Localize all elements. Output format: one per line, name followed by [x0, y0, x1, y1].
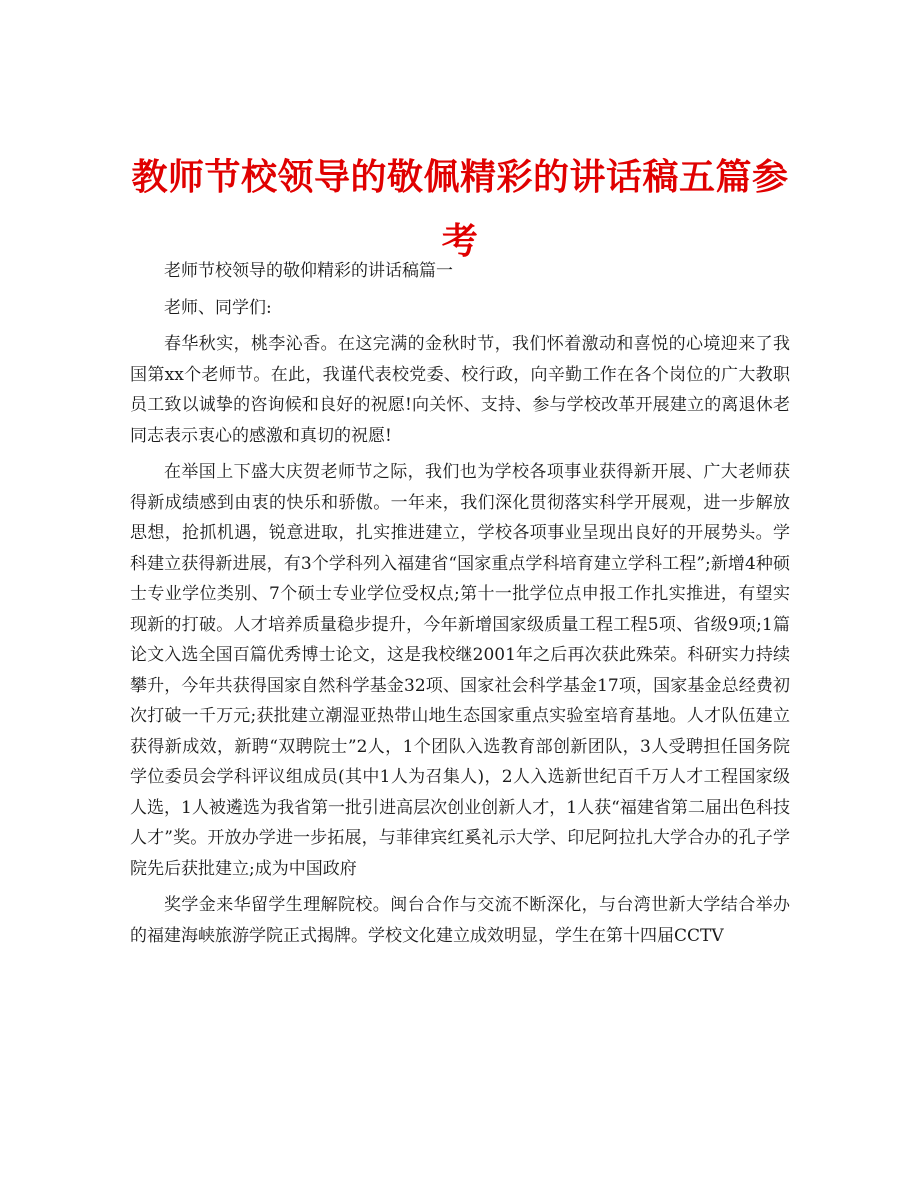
- salutation: 老师、同学们:: [164, 297, 272, 318]
- body-paragraph: 奖学金来华留学生理解院校。闽台合作与交流不断深化，与台湾世新大学结合举办的福建海峡旅游学院正式揭牌。学校文化建立成效明显，学生在第十四届CCTV: [130, 895, 790, 946]
- body-paragraph: 春华秋实，桃李沁香。在这完满的金秋时节，我们怀着激动和喜悦的心境迎来了我国第xx个老师节。在此，我谨代表校党委、校行政，向辛勤工作在各个岗位的广大教职员工致以诚挚的咨询候和良好的祝愿!向关怀、支持、参与学校改革开展建立的离退休老同志表示衷心的感激和真切的祝愿!: [130, 334, 790, 446]
- document-title: 教师节校领导的敬佩精彩的讲话稿五篇参考: [131, 157, 789, 263]
- section-heading: 老师节校领导的敬仰精彩的讲话稿篇一: [164, 261, 453, 281]
- document-body: [130, 256, 790, 957]
- body-paragraph: 在举国上下盛大庆贺老师节之际，我们也为学校各项事业获得新开展、广大老师获得新成绩感到由衷的快乐和骄傲。一年来，我们深化贯彻落实科学开展观，进一步解放思想，抢抓机遇，锐意进取，扎实推进建立，学校各项事业呈现出良好的开展势头。学科建立获得新进展，有3个学科列入福建省“国家重点学科培育建立学科工程”;新增4种硕士专业学位类别、7个硕士专业学位受权点;第十一批学位点申报工作扎实推进，有望实现新的打破。人才培养质量稳步提升，今年新增国家级质量工程工程5项、省级9项;1篇论文入选全国百篇优秀博士论文，这是我校继2001年之后再次获此殊荣。科研实力持续攀升，今年共获得国家自然科学基金32项、国家社会科学基金17项，国家基金总经费初次打破一千万元;获批建立潮湿亚热带山地生态国家重点实验室培育基地。人才队伍建立获得新成效，新聘“双聘院士”2人，1个团队入选教育部创新团队，3人受聘担任国务院学位委员会学科评议组成员(其中1人为召集人)，2人入选新世纪百千万人才工程国家级人选，1人被遴选为我省第一批引进高层次创业创新人才，1人获“福建省第二届出色科技人才”奖。开放办学进一步拓展，与菲律宾红奚礼示大学、印尼阿拉扎大学合办的孔子学院先后获批建立;成为中国政府: [130, 462, 790, 879]
